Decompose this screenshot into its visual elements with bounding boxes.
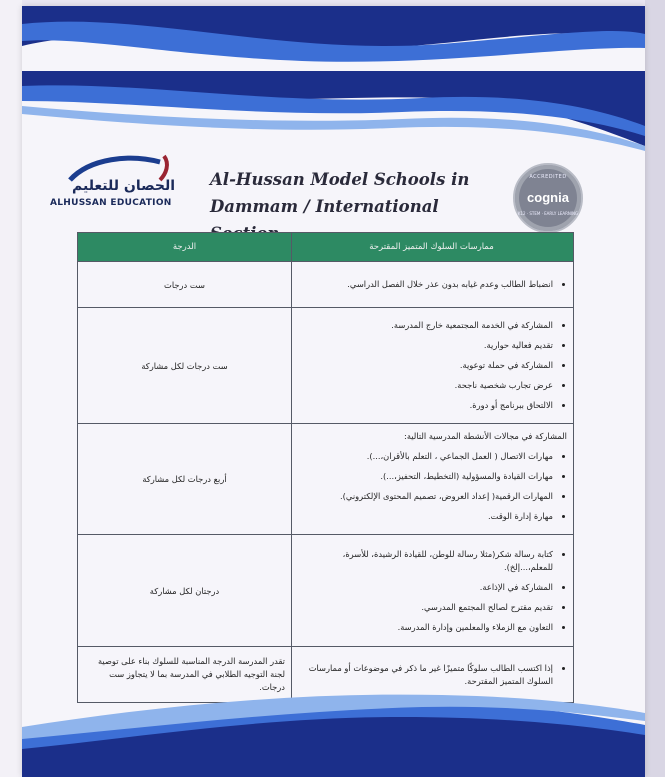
practice-item: • عرض تجارب شخصية ناجحة. bbox=[296, 379, 553, 392]
practice-intro: المشاركة في مجالات الأنشطة المدرسية التالية: bbox=[404, 431, 567, 441]
practice-item: • كتابة رسالة شكر(مثلا رسالة للوطن، للقيادة الرشيدة، للأسرة، للمعلم،...إلخ). bbox=[296, 548, 553, 574]
behavior-table bbox=[77, 232, 574, 703]
practice-item: • الالتحاق ببرنامج أو دورة. bbox=[296, 399, 553, 412]
title-line-1: Al-Hussan Model Schools in bbox=[210, 170, 470, 189]
cognia-accreditation-badge bbox=[513, 163, 583, 233]
practices-cell bbox=[292, 424, 574, 535]
badge-bottom-text: K12 · STEM · EARLY LEARNING bbox=[517, 211, 579, 216]
practice-item: • مهارات الاتصال ( العمل الجماعي ، التعلم بالأقران،...). bbox=[296, 450, 553, 463]
badge-name-text: cognia bbox=[527, 190, 569, 205]
table-row bbox=[78, 262, 574, 308]
badge-top-text: ACCREDITED bbox=[529, 174, 567, 180]
grade-cell: ست درجات لكل مشاركة bbox=[78, 308, 292, 424]
alhussan-logo bbox=[42, 154, 182, 214]
practice-item: • إذا اكتسب الطالب سلوكًا متميزًا غير ما ذكر في موضوعات أو ممارسات السلوك المتميز المقترحة. bbox=[296, 662, 553, 688]
table-row bbox=[78, 308, 574, 424]
practice-item: • المشاركة في حملة توعوية. bbox=[296, 359, 553, 372]
practices-cell bbox=[292, 262, 574, 308]
logo-arabic-text: الحصان للتعليم bbox=[72, 178, 176, 194]
background-left bbox=[0, 0, 22, 777]
practices-cell bbox=[292, 535, 574, 647]
document-page bbox=[22, 6, 645, 777]
grade-cell: ست درجات bbox=[78, 262, 292, 308]
practice-item: • المشاركة في الإذاعة. bbox=[296, 581, 553, 594]
practice-item: • انضباط الطالب وعدم غيابه بدون عذر خلال الفصل الدراسي. bbox=[296, 278, 553, 291]
logo-english-text: ALHUSSAN EDUCATION bbox=[50, 198, 172, 208]
practice-item: • مهارات القيادة والمسؤولية (التخطيط، التحفيز،...). bbox=[296, 470, 553, 483]
practice-item: • تقديم فعالية حوارية. bbox=[296, 339, 553, 352]
practice-item: • التعاون مع الزملاء والمعلمين وإدارة المدرسة. bbox=[296, 621, 553, 634]
table-row bbox=[78, 424, 574, 535]
practice-item: • المهارات الرقمية( إعداد العروض، تصميم المحتوى الإلكتروني). bbox=[296, 490, 553, 503]
title-line-2: Dammam / International bbox=[210, 197, 439, 216]
practice-item: • مهارة إدارة الوقت. bbox=[296, 510, 553, 523]
header-practices: ممارسات السلوك المتميز المقترحة bbox=[292, 233, 574, 262]
practice-item: • المشاركة في الخدمة المجتمعية خارج المدرسة. bbox=[296, 319, 553, 332]
practice-item: • تقديم مقترح لصالح المجتمع المدرسي. bbox=[296, 601, 553, 614]
header-grade: الدرجة bbox=[78, 233, 292, 262]
table-header-row bbox=[78, 233, 574, 262]
practices-cell bbox=[292, 308, 574, 424]
bottom-wave-decoration bbox=[22, 687, 645, 777]
background-right bbox=[645, 0, 665, 777]
grade-cell: أربع درجات لكل مشاركة bbox=[78, 424, 292, 535]
table-row bbox=[78, 535, 574, 647]
top-wave-decoration bbox=[22, 6, 645, 161]
grade-cell: تقدر المدرسة الدرجة المناسبة للسلوك بناء على توصية لجنة التوجيه الطلابي في المدرسة بما لا يتجاوز ست درجات. bbox=[78, 647, 292, 703]
grade-cell: درجتان لكل مشاركة bbox=[78, 535, 292, 647]
